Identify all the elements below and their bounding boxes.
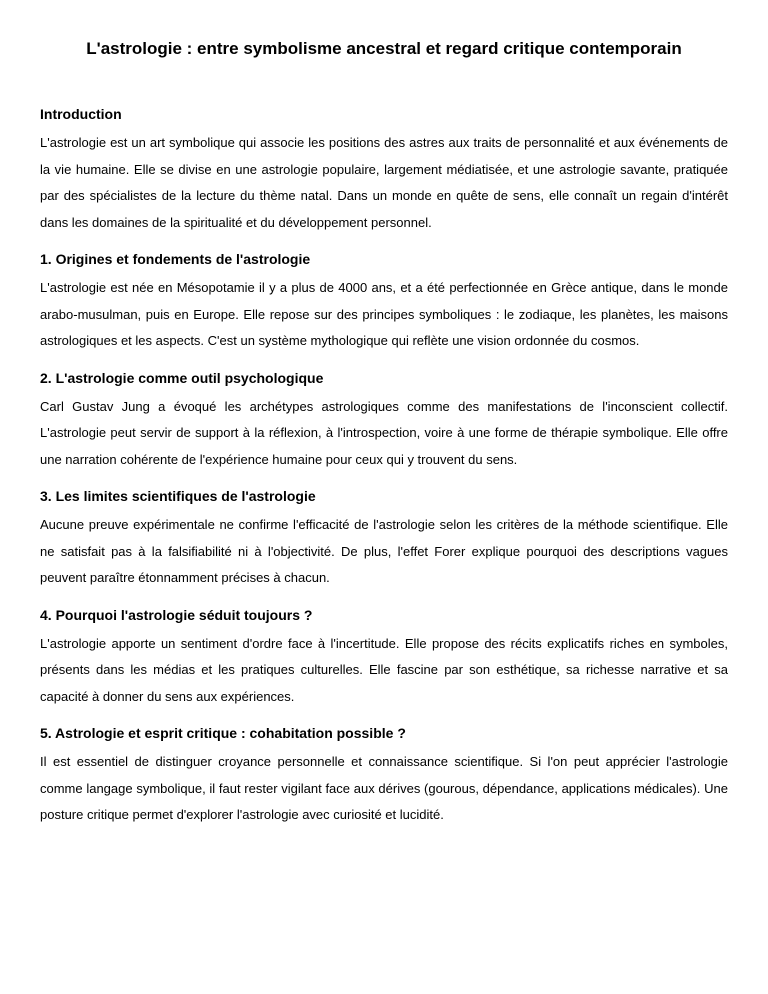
section-heading: 1. Origines et fondements de l'astrologie [40, 251, 311, 267]
section-heading: 4. Pourquoi l'astrologie séduit toujours ? [40, 606, 313, 623]
section-heading: 5. Astrologie et esprit critique : cohabitation possible ? [40, 725, 406, 741]
section-paragraph: Il est essentiel de distinguer croyance personnelle et connaissance scientifique. Si l'on peut apprécier l'astrologie comme langage symbolique, il faut rester vigilant face aux dérives (gourous, dépendance, applications médicales). Une posture critique permet d'explorer l'astrologie avec curiosité et lucidité. [40, 754, 728, 822]
section-paragraph: L'astrologie est un art symbolique qui associe les positions des astres aux traits de personnalité et aux événements de la vie humaine. Elle se divise en une astrologie populaire, largement médiatisée, et une astrologie savante, pratiquée par des spécialistes de la lecture du thème natal. Dans un monde en quête de sens, elle connaît un regain d'intérêt dans les domaines de la spiritualité et du développement personnel. [40, 135, 728, 230]
section-paragraph: Aucune preuve expérimentale ne confirme l'efficacité de l'astrologie selon les critères de la méthode scientifique. Elle ne satisfait pas à la falsifiabilité ni à l'objectivité. De plus, l'effet Forer explique pourquoi des descriptions vagues peuvent paraître étonnamment précises à chacun. [40, 517, 728, 585]
section-origines [40, 250, 728, 355]
section-paragraph: L'astrologie est née en Mésopotamie il y a plus de 4000 ans, et a été perfectionnée en Grèce antique, dans le monde arabo-musulman, puis en Europe. Elle repose sur des principes symboliques : le zodiaque, les planètes, les maisons astrologiques et les aspects. C'est un système mythologique qui reflète une vision ordonnée du cosmos. [40, 280, 728, 348]
section-psychologique [40, 369, 728, 474]
section-introduction [40, 105, 728, 236]
section-heading: Introduction [40, 106, 122, 122]
document-title: L'astrologie : entre symbolisme ancestral et regard critique contemporain [86, 39, 682, 58]
section-esprit-critique [40, 724, 728, 829]
section-limites [40, 487, 728, 592]
section-paragraph: L'astrologie apporte un sentiment d'ordre face à l'incertitude. Elle propose des récits explicatifs riches en symboles, présents dans les médias et les pratiques culturelles. Elle fascine par son esthétique, sa richesse narrative et sa capacité à donner du sens aux expériences. [40, 635, 728, 704]
section-seduction [40, 606, 728, 711]
section-heading: 2. L'astrologie comme outil psychologique [40, 369, 324, 386]
section-heading: 3. Les limites scientifiques de l'astrologie [40, 488, 316, 504]
section-paragraph: Carl Gustav Jung a évoqué les archétypes astrologiques comme des manifestations de l'inconscient collectif. L'astrologie peut servir de support à la réflexion, à l'introspection, voire à une forme de thérapie symbolique. Elle offre une narration cohérente de l'expérience humaine pour ceux qui y trouvent du sens. [40, 398, 728, 467]
